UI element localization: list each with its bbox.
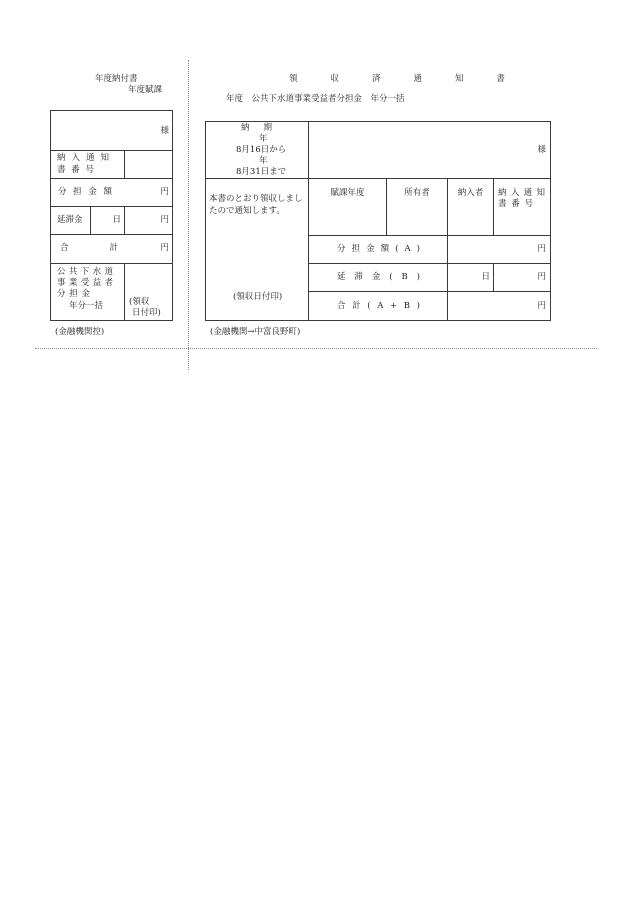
period-start-date: 8月16日から	[236, 145, 287, 155]
receipt-stamp-label-line2: 日付印)	[132, 308, 161, 318]
amount-row	[50, 178, 173, 207]
period-end-date: 8月31日まで	[236, 167, 287, 177]
amount-label: 分 担 金 額 ( A )	[337, 244, 420, 254]
late-fee-yen-unit: 円	[160, 215, 169, 225]
notice-number-label-line2: 書 番 号	[57, 165, 94, 175]
payer-header-cell	[447, 178, 494, 236]
total-row	[50, 234, 173, 264]
receipt-stamp-cell	[124, 263, 173, 321]
notice-number-header-line1: 納 入 通 知	[498, 188, 545, 198]
fiscal-year-header: 賦課年度	[330, 188, 365, 198]
amount-yen-unit: 円	[160, 187, 169, 197]
payment-slip-footer: (金融機関控)	[55, 327, 105, 337]
owner-header: 所有者	[404, 188, 430, 198]
late-fee-yen-unit: 円	[537, 272, 546, 282]
vertical-perforation-line	[188, 60, 189, 370]
amount-yen-unit: 円	[537, 244, 546, 254]
receipt-notice-footer: (金融機関→中富良野町)	[210, 327, 301, 337]
late-fee-days-unit: 日	[112, 215, 121, 225]
total-label: 合 計	[60, 243, 118, 253]
total-label-cell	[308, 291, 448, 321]
payment-period-label: 納 期	[241, 123, 272, 133]
payer-honorific: 様	[160, 126, 169, 136]
late-fee-days-cell	[90, 206, 125, 235]
fiscal-year-header-cell	[308, 178, 387, 236]
notice-number-header-cell	[493, 178, 551, 236]
receipt-notice-title: 領 収 済 通 知 書	[289, 74, 505, 84]
receipt-message-line2: たので通知します。	[209, 206, 285, 216]
amount-label: 分 担 金 額	[58, 187, 112, 197]
receipt-notice-subtitle: 年度 公共下水道事業受益者分担金 年分一括	[226, 94, 405, 104]
amount-value-cell	[447, 235, 551, 264]
late-fee-amount-cell	[124, 206, 173, 235]
payment-period-cell	[205, 121, 309, 179]
period-end-year: 年	[259, 156, 268, 166]
payer-name-cell	[308, 121, 551, 179]
payment-slip-title: 年度納付書	[95, 74, 138, 84]
notice-number-header-line2: 書 番 号	[498, 199, 533, 209]
late-fee-label: 延滞金	[57, 215, 83, 225]
horizontal-perforation-line	[35, 348, 597, 349]
notice-number-value-cell	[124, 150, 173, 179]
payer-honorific: 様	[537, 145, 546, 155]
late-fee-amount-cell	[493, 263, 551, 292]
total-label: 合 計 ( A + B )	[337, 301, 420, 311]
receipt-stamp-label-line1: (領収	[129, 297, 150, 307]
total-yen-unit: 円	[537, 301, 546, 311]
notice-number-label-line1: 納 入 通 知	[57, 153, 109, 163]
late-fee-days-cell	[447, 263, 494, 292]
notice-number-label-cell	[50, 150, 125, 179]
total-value-cell	[447, 291, 551, 321]
late-fee-label: 延 滞 金 ( B )	[337, 272, 420, 282]
late-fee-label-cell	[308, 263, 448, 292]
late-fee-label-cell	[50, 206, 91, 235]
owner-header-cell	[386, 178, 448, 236]
assessment-year-label: 年度賦課	[128, 85, 163, 95]
description-line-3: 分 担 金	[57, 289, 90, 299]
total-yen-unit: 円	[160, 243, 169, 253]
late-fee-days-unit: 日	[481, 272, 490, 282]
description-line-1: 公 共 下 水 道	[57, 267, 113, 277]
description-line-4: 年分一括	[69, 301, 104, 311]
payer-name-cell	[50, 110, 173, 151]
amount-label-cell	[308, 235, 448, 264]
period-start-year: 年	[259, 134, 268, 144]
charge-description-cell	[50, 263, 125, 321]
receipt-message-line1: 本書のとおり領収しまし	[209, 194, 303, 204]
receipt-stamp-label: (領収日付印)	[233, 292, 283, 302]
receipt-message-cell	[205, 178, 309, 321]
description-line-2: 事 業 受 益 者	[57, 278, 113, 288]
payer-header: 納入者	[457, 188, 484, 198]
